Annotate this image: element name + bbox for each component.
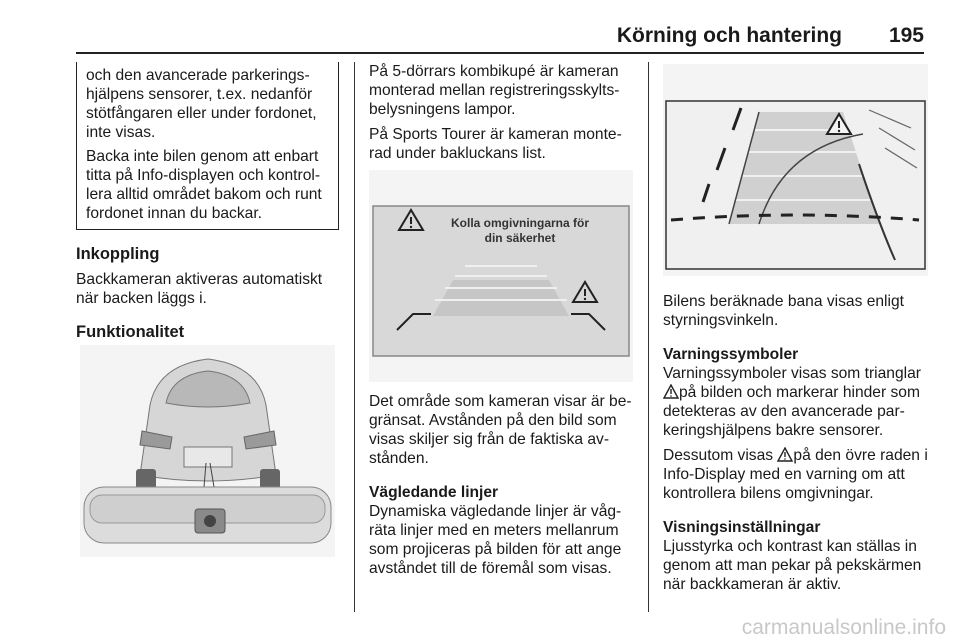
camera-mount-text-1: På 5-dörrars kombikupé är kameran monterad mellan registreringsskylts-belysningens lampor. [369,63,620,118]
heading-funktionalitet: Funktionalitet [76,323,185,341]
dessutom-text-before: Dessutom visas [663,447,774,464]
watermark[interactable]: carmanualsonline.info [741,616,946,639]
heading-visningsinstallningar: Visningsinställningar [663,519,821,536]
page-header [76,24,924,52]
trajectory-drawing [663,64,928,276]
warning-text-1: och den avancerade parkerings-hjälpens sensorer, t.ex. nedanför stötfångaren eller under fordonet, inte visas. [86,67,317,141]
column-divider-2 [648,62,649,612]
heading-varningssymboler: Varningssymboler [663,346,799,363]
camera-screen-illustration [369,170,633,382]
column-1 [76,62,339,342]
varning-text-before: Varningssymboler visas som trianglar [663,365,921,382]
warning-triangle-icon [663,384,679,399]
column-divider-1 [354,62,355,612]
inkoppling-text: Backkameran aktiveras automatiskt när backen läggs i. [76,271,323,307]
car-rear-camera-illustration [80,345,335,557]
screen-message [435,216,605,246]
page-number: 195 [888,24,924,47]
trajectory-text: Bilens beräknade bana visas enligt styrningsvinkeln. [663,293,904,329]
visningsinstallningar-text: Ljusstyrka och kontrast kan ställas in genom att man pekar på pekskärmen när backkameran är aktiv. [663,538,922,593]
car-rear-drawing [80,345,335,557]
warning-triangle-icon [777,447,793,462]
camera-area-text: Det område som kameran visar är be-gränsat. Avstånden på den bild som visas skiljer sig från de faktiska av-stånden. [369,393,632,467]
dessutom-text-after: på den övre raden i Info-Display med en varning om att kontrollera bilens omgivningar. [663,447,928,502]
varningssymboler-text [663,364,928,440]
dessutom-text [663,446,928,503]
camera-mount-text-2: På Sports Tourer är kameran monte-rad under bakluckans list. [369,126,622,162]
trajectory-illustration [663,64,928,276]
warning-box [76,62,339,230]
section-title: Körning och hantering [616,24,842,47]
varning-text-after: på bilden och markerar hinder som detekteras av den avancerade par-keringshjälpens bakre sensorer. [663,384,920,439]
vagledande-linjer-text: Dynamiska vägledande linjer är våg-räta linjer med en meters mellanrum som projiceras på bilden för att ange avståndet till de föremål som visas. [369,503,622,577]
screen-message-line-2: din säkerhet [484,231,556,245]
heading-vagledande-linjer: Vägledande linjer [369,484,499,501]
column-3 [663,292,928,594]
column-2-lower [369,392,637,578]
screen-message-line-1: Kolla omgivningarna för [450,216,589,230]
warning-text-2: Backa inte bilen genom att enbart titta på Info-displayen och kontrol-lera alltid området bakom och runt fordonet innan du backar. [86,148,322,222]
camera-screen-drawing [369,170,633,382]
header-rule [76,52,924,54]
heading-inkoppling: Inkoppling [76,245,160,263]
column-2 [369,62,637,163]
